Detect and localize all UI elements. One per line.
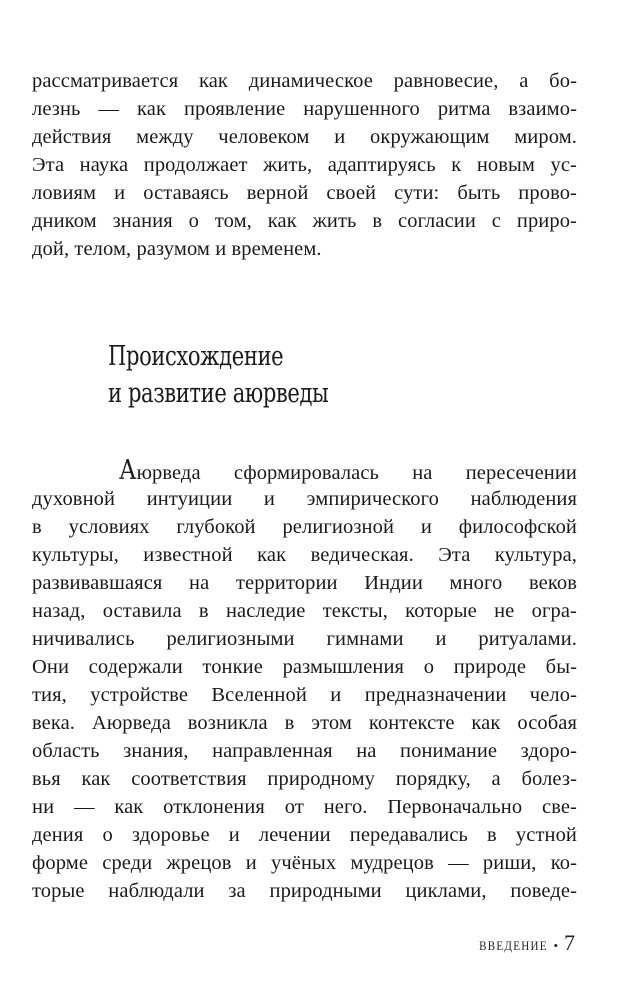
text-line: ничивались религиозными гимнами и ритуалами. bbox=[32, 628, 577, 650]
text-line: Эта наука продолжает жить, адаптируясь к новым ус- bbox=[32, 154, 577, 176]
text-line: рассматривается как динамическое равновесие, а бо- bbox=[32, 70, 577, 92]
text-line: вья как соответствия природному порядку, а болез- bbox=[32, 768, 577, 790]
text-line: тия, устройстве Вселенной и предназначении чело- bbox=[32, 684, 577, 706]
text-line: форме среди жрецов и учёных мудрецов — риши, ко- bbox=[32, 852, 577, 874]
heading-line: и развитие аюрведы bbox=[108, 378, 329, 409]
text-line: в условиях глубокой религиозной и философской bbox=[32, 516, 577, 538]
text-line: Они содержали тонкие размышления о природе бы- bbox=[32, 656, 577, 678]
text-line: дения о здоровье и лечении передавались в устной bbox=[32, 824, 577, 846]
page-number: 7 bbox=[564, 930, 575, 955]
text-line: века. Аюрведа возникла в этом контексте как особая bbox=[32, 712, 577, 734]
text-line: духовной интуиции и эмпирического наблюдения bbox=[32, 488, 577, 510]
drop-cap-letter: А bbox=[119, 455, 137, 486]
text-line: назад, оставила в наследие тексты, которые не огра- bbox=[32, 600, 577, 622]
text-line: область знания, направленная на понимание здоро- bbox=[32, 740, 577, 762]
text-line: торые наблюдали за природными циклами, поведе- bbox=[32, 880, 577, 902]
text-line: ловиям и оставаясь верной своей сути: быть прово- bbox=[32, 182, 577, 204]
separator-dot: • bbox=[553, 938, 558, 953]
text-line: действия между человеком и окружающим миром. bbox=[32, 126, 577, 148]
first-line bbox=[119, 455, 577, 486]
text-line: ни — как отклонения от него. Первоначально све- bbox=[32, 796, 577, 818]
text-line: дником знания о том, как жить в согласии с приро- bbox=[32, 210, 577, 232]
running-title: ВВЕДЕНИЕ bbox=[478, 938, 548, 953]
heading-line: Происхождение bbox=[108, 341, 284, 372]
first-line-text: юрведа сформировалась на пересечении bbox=[136, 462, 577, 484]
text-line: культуры, известной как ведическая. Эта культура, bbox=[32, 544, 577, 566]
text-line: дой, телом, разумом и временем. bbox=[32, 238, 322, 260]
text-line: развивавшаяся на территории Индии много веков bbox=[32, 572, 577, 594]
text-line: лезнь — как проявление нарушенного ритма взаимо- bbox=[32, 98, 577, 120]
page-footer bbox=[467, 930, 575, 956]
